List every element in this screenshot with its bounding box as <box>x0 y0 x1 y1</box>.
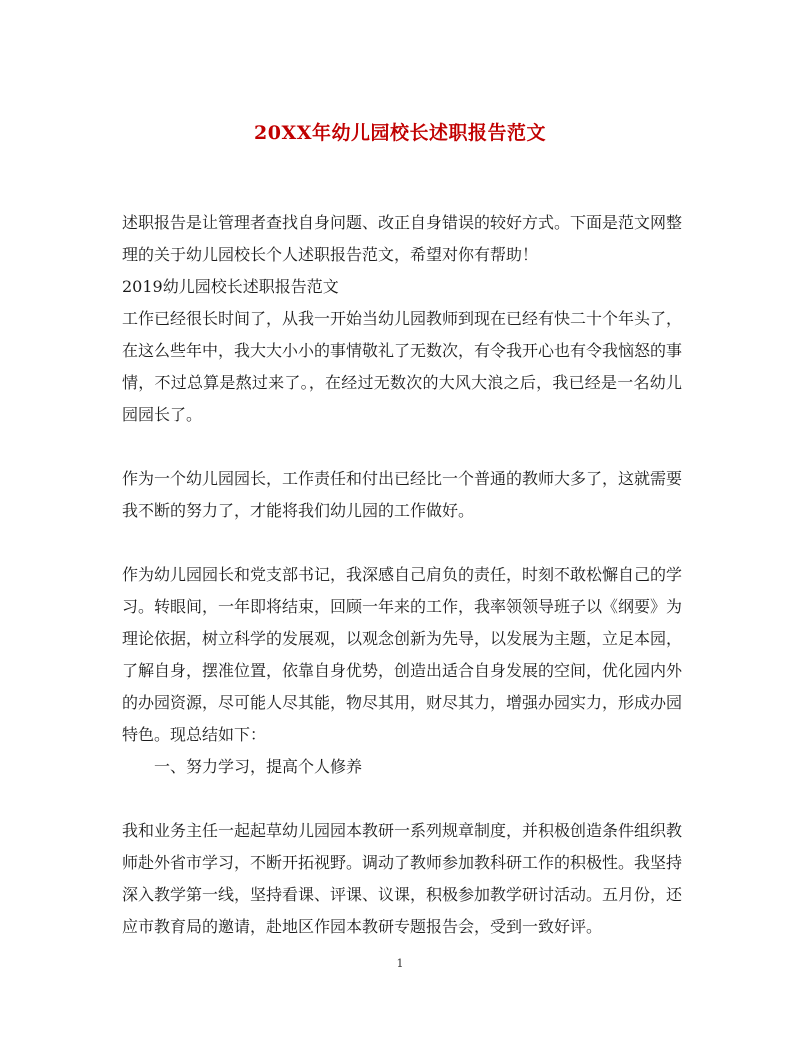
body-paragraph-2: 作为一个幼儿园园长，工作责任和付出已经比一个普通的教师大多了，这就需要我不断的努力了，才能将我们幼儿园的工作做好。 <box>122 469 683 520</box>
paragraph-spacer <box>122 783 682 815</box>
body-paragraph-3: 作为幼儿园园长和党支部书记，我深感自己肩负的责任，时刻不敢松懈自己的学习。转眼间，一年即将结束，回顾一年来的工作，我率领领导班子以《纲要》为理论依据，树立科学的发展观，以观念创新为先导，以发展为主题，立足本园，了解自身，摆准位置，依靠自身优势，创造出适合自身发展的空间，优化园内外的办园资源，尽可能人尽其能，物尽其用，财尽其力，增强办园实力，形成办园特色。现总结如下： <box>122 565 683 744</box>
subheading: 2019幼儿园校长述职报告范文 <box>122 277 339 296</box>
document-title: 20XX年幼儿园校长述职报告范文 <box>254 122 546 144</box>
paragraph-spacer <box>122 431 682 463</box>
body-paragraph-1: 工作已经很长时间了，从我一开始当幼儿园教师到现在已经有快二十个年头了，在这么些年中，我大大小小的事情敬礼了无数次，有令我开心也有令我恼怒的事情，不过总算是熬过来了。，在经过无数次的大风大浪之后，我已经是一名幼儿园园长了。 <box>122 309 683 424</box>
paragraph-spacer <box>122 527 682 559</box>
document-body <box>122 207 682 943</box>
page-number: 1 <box>396 957 404 970</box>
section-heading: 一、努力学习，提高个人修养 <box>154 757 363 776</box>
intro-paragraph: 述职报告是让管理者查找自身问题、改正自身错误的较好方式。下面是范文网整理的关于幼儿园校长个人述职报告范文，希望对你有帮助！ <box>122 213 683 264</box>
body-paragraph-4: 我和业务主任一起起草幼儿园园本教研一系列规章制度，并积极创造条件组织教师赴外省市学习，不断开拓视野。调动了教师参加教科研工作的积极性。我坚持深入教学第一线，坚持看课、评课、议课，积极参加教学研讨活动。五月份，还应市教育局的邀请，赴地区作园本教研专题报告会，受到一致好评。 <box>122 821 683 936</box>
